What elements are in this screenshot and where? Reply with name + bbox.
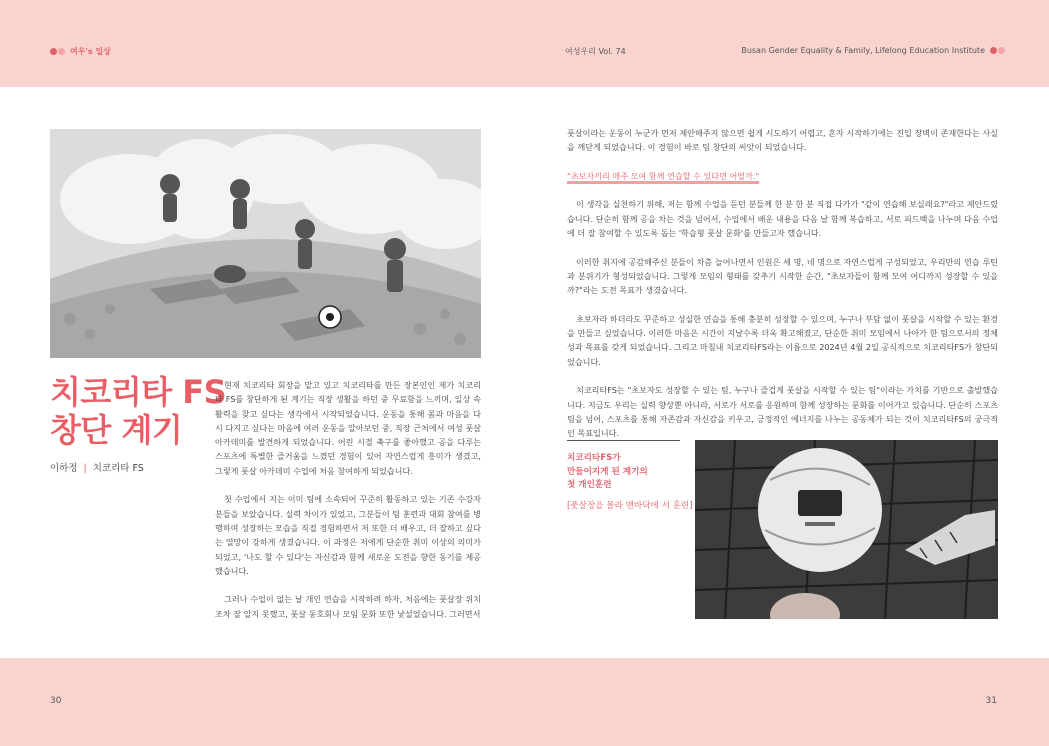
author-name: 이하정 [50, 463, 78, 474]
magazine-issue: 여성우리 Vol. 74 [565, 47, 626, 56]
page-number-left: 30 [50, 696, 62, 706]
paragraph: 풋살이라는 운동이 누군가 먼저 제안해주지 않으면 쉽게 시도하기 어렵고, 혼자 시작하기에는 진입 장벽이 존재한다는 사실을 깨닫게 되었습니다. 이 경험이 바로 팀 창단의 씨앗이 되었습니다. [567, 128, 998, 153]
dots-icon [990, 47, 1005, 54]
caption-divider [567, 440, 680, 441]
paragraph: 이 생각을 실천하기 위해, 저는 함께 수업을 듣던 분들께 한 분 한 분 직접 다가가 "같이 연습해 보실래요?"라고 제안드렸습니다. 단순히 함께 공을 차는 것을 넘어서, 수업에서 배운 내용을 다음 날 함께 복습하고, 서로 피드백을 나누며 다음 수업에 더 잘 참여할 수 있도록 돕는 '학습형 풋살 문화'를 만들고자 했습니다. [567, 199, 998, 239]
kids-soccer-illustration [50, 129, 481, 358]
caption-line-2: 만들어지게 된 계기의 [567, 466, 648, 477]
photo-graphic [695, 440, 998, 619]
paragraph: 그러나 수업이 없는 날 개인 연습을 시작하려 하자, 처음에는 풋살장 위치 조차 잘 알지 못했고, 풋살 동호회나 모임 문화 또한 낯설었습니다. 그러면서 [215, 594, 481, 619]
illustration-graphic [50, 129, 481, 358]
institute-name [741, 46, 1005, 55]
section-label [50, 46, 111, 57]
paragraph: 이러한 취지에 공감해주신 분들이 차츰 늘어나면서 인원은 세 명, 네 명으로 자연스럽게 구성되었고, 우리만의 연습 루틴과 분위기가 형성되었습니다. 그렇게 모임의 형태를 갖추기 시작한 순간, "초보자들이 함께 모여 어디까지 성장할 수 있을까?"라는 도전 목표가 생겼습니다. [567, 256, 998, 296]
byline-separator: | [83, 463, 87, 474]
photo-caption [567, 452, 648, 493]
paragraph: 현재 치코리타 회장을 맡고 있고 치코리타를 만든 장본인인 제가 치코리타 FS를 창단하게 된 계기는 직장 생활을 하던 중 무료함을 느끼며, 일상 속 활력을 찾고 싶다는 생각에서 시작되었습니다. 운동을 통해 몸과 마음을 다시 다지고 싶다는 마음에 여러 운동을 알아보던 중, 직장 근처에서 여성 풋살 아카데미를 발견하게 되었습니다. 어린 시절 축구를 좋아했고 공을 다루는 스포츠에 특별한 즐거움을 느꼈던 경험이 있어 자연스럽게 흥미가 생겼고, 그렇게 풋살 아카데미 수업에 처음 참여하게 되었습니다. [215, 380, 481, 476]
pull-quote: "초보자끼리 매주 모여 함께 연습할 수 있다면 어떨까." [567, 170, 760, 181]
left-text-column [215, 378, 481, 635]
title-line-1: 치코리타 FS [50, 373, 227, 411]
title-line-2: 창단 계기 [50, 411, 183, 449]
byline [50, 460, 144, 474]
soccer-ball-photo [695, 440, 998, 619]
dots-icon [50, 48, 65, 55]
right-text-column [567, 126, 998, 455]
caption-subtitle: [풋살장을 몰라 맨바닥에 서 훈련] [567, 501, 693, 511]
paragraph: 초보자라 하더라도 꾸준하고 성실한 연습을 통해 충분히 성장할 수 있으며, 누구나 부담 없이 풋살을 시작할 수 있는 환경을 만들고 싶었습니다. 이러한 마음은 시간이 지날수록 더욱 확고해졌고, 단순한 취미 모임에서 나아가 한 팀으로서의 정체성과 목표를 갖게 되었습니다. 그리고 마침내 치코리타FS라는 이름으로 2024년 4월 2일 공식적으로 치코리타FS가 창단되었습니다. [567, 313, 998, 367]
paragraph: 첫 수업에서 지는 이미 팀에 소속되어 꾸준히 활동하고 있는 기존 수강자 분들을 보았습니다. 실력 차이가 있었고, 그분들이 팀 훈련과 대회 참여를 병행하며 성장하는 모습을 직접 경험하면서 저 또한 더 배우고, 더 잘하고 싶다는 열망이 강하게 생겼습니다. 이 과정은 저에게 단순한 취미 이상의 의미가 되었고, '나도 할 수 있다'는 자신감과 함께 새로운 도전을 향한 동기를 제공했습니다. [215, 494, 481, 576]
caption-line-1: 치코리타FS가 [567, 453, 621, 463]
institute-name-text: Busan Gender Equality & Family, Lifelong Education Institute [741, 46, 985, 55]
header-band [0, 0, 1049, 87]
footer-band [0, 658, 1049, 746]
page-number-right: 31 [985, 696, 997, 706]
caption-line-3: 첫 개인훈련 [567, 480, 612, 490]
paragraph: 치코리타FS는 "초보자도 성장할 수 있는 팀, 누구나 즐겁게 풋살을 시작할 수 있는 팀"이라는 가치를 기반으로 출발했습니다. 지금도 우리는 실력 향상뿐 아니라, 서로가 서로를 응원하며 함께 성장하는 문화를 이어가고 있습니다. 단순히 스포츠 팀을 넘어, 스포츠를 통해 자존감과 자신감을 키우고, 긍정적인 에너지를 나누는 공동체가 되는 것이 치코리타FS의 궁극적인 목표입니다. [567, 385, 998, 439]
section-label-text: 여우's 일상 [70, 47, 111, 56]
article-title [50, 373, 226, 449]
team-name: 치코리타 FS [92, 463, 144, 474]
